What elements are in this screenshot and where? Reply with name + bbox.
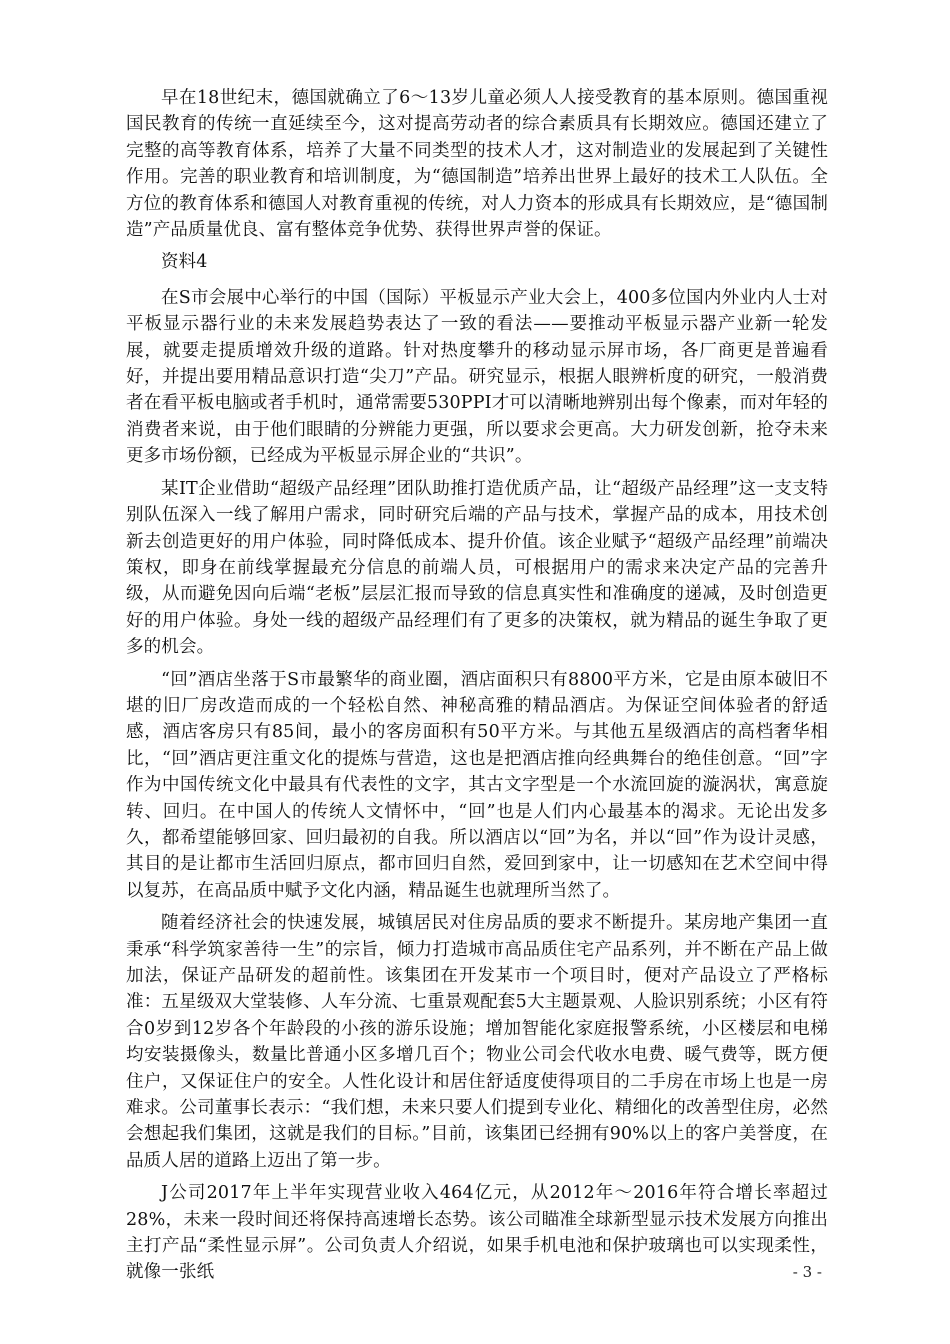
paragraph-hui-hotel: “回”酒店坐落于S市最繁华的商业圈，酒店面积只有8800平方米，它是由原本破旧不堪的旧厂房改造而成的一个轻松自然、神秘高雅的精品酒店。为保证空间体验者的舒适感，酒店客房只有85间，最小的客房面积有50平方米。与其他五星级酒店的高档奢华相比，“回”酒店更注重文化的提炼与营造，这也是把酒店推向经典舞台的绝佳创意。“回”字作为中国传统文化中最具有代表性的文字，其古文字型是一个水流回旋的漩涡状，寓意旋转、回归。在中国人的传统人文情怀中，“回”也是人们内心最基本的渴求。无论出发多久，都希望能够回家、回归最初的自我。所以酒店以“回”为名，并以“回”作为设计灵感，其目的是让都市生活回归原点，都市回归自然，爱回到家中，让一切感知在艺术空间中得以复苏，在高品质中赋予文化内涵，精品诞生也就理所当然了。 — [126, 669, 828, 901]
paragraph-it-product-manager: 某IT企业借助“超级产品经理”团队助推打造优质产品，让“超级产品经理”这一支支特别队伍深入一线了解用户需求，同时研究后端的产品与技术，掌握产品的成本，用技术创新去创造更好的用户体验，同时降低成本、提升价值。该企业赋予“超级产品经理”前端决策权，即身在前线掌握最充分信息的前端人员，可根据用户的需求来决定产品的完善升级，从而避免因向后端“老板”层层汇报而导致的信息真实性和准确度的递减，及时创造更好的用户体验。身处一线的超级产品经理们有了更多的决策权，就为精品的诞生争取了更多的机会。 — [126, 478, 828, 658]
paragraph-real-estate-group: 随着经济社会的快速发展，城镇居民对住房品质的要求不断提升。某房地产集团一直秉承“科学筑家善待一生”的宗旨，倾力打造城市高品质住宅产品系列，并不断在产品上做加法，保证产品研发的超前性。该集团在开发某市一个项目时，便对产品设立了严格标准：五星级双大堂装修、人车分流、七重景观配套5大主题景观、人脸识别系统；小区有符合0岁到12岁各个年龄段的小孩的游乐设施；增加智能化家庭报警系统，小区楼层和电梯均安装摄像头，数量比普通小区多增几百个；物业公司会代收水电费、暖气费等，既方便住户，又保证住户的安全。人性化设计和居住舒适度使得项目的二手房在市场上也是一房难求。公司董事长表示：“我们想，未来只要人们提到专业化、精细化的改善型住房，必然会想起我们集团，这就是我们的目标。”目前，该集团已经拥有90%以上的客户美誉度，在品质人居的道路上迈出了第一步。 — [126, 913, 828, 1171]
section-heading-material-4: 资料4 — [161, 252, 208, 273]
paragraph-german-education: 早在18世纪末，德国就确立了6～13岁儿童必须人人接受教育的基本原则。德国重视国民教育的传统一直延续至今，这对提高劳动者的综合素质具有长期效应。德国还建立了完整的高等教育体系，培养了大量不同类型的技术人才，这对制造业的发展起到了关键性作用。完善的职业教育和培训制度，为“德国制造”培养出世界上最好的技术工人队伍。全方位的教育体系和德国人对教育重视的传统，对人力资本的形成具有长期效应，是“德国制造”产品质量优良、富有整体竞争优势、获得世界声誉的保证。 — [126, 88, 828, 241]
page-number: - 3 - — [792, 1263, 822, 1281]
document-body — [126, 85, 828, 1292]
paragraph-flat-panel-conference: 在S市会展中心举行的中国（国际）平板显示产业大会上，400多位国内外业内人士对平板显示器行业的未来发展趋势表达了一致的看法——要推动平板显示器产业新一轮发展，就要走提质增效升级的道路。针对热度攀升的移动显示屏市场，各厂商更是普遍看好，并提出要用精品意识打造“尖刀”产品。研究显示，根据人眼辨析度的研究，一般消费者在看平板电脑或者手机时，通常需要530PPI才可以清晰地辨别出每个像素，而对年轻的消费者来说，由于他们眼睛的分辨能力更强，所以要求会更高。大力研发创新，抢夺未来更多市场份额，已经成为平板显示屏企业的“共识”。 — [126, 287, 828, 467]
paragraph-j-company: J公司2017年上半年实现营业收入464亿元，从2012年～2016年符合增长率超过28%，未来一段时间还将保持高速增长态势。该公司瞄准全球新型显示技术发展方向推出主打产品“柔性显示屏”。公司负责人介绍说，如果手机电池和保护玻璃也可以实现柔性，就像一张纸 — [126, 1183, 828, 1283]
